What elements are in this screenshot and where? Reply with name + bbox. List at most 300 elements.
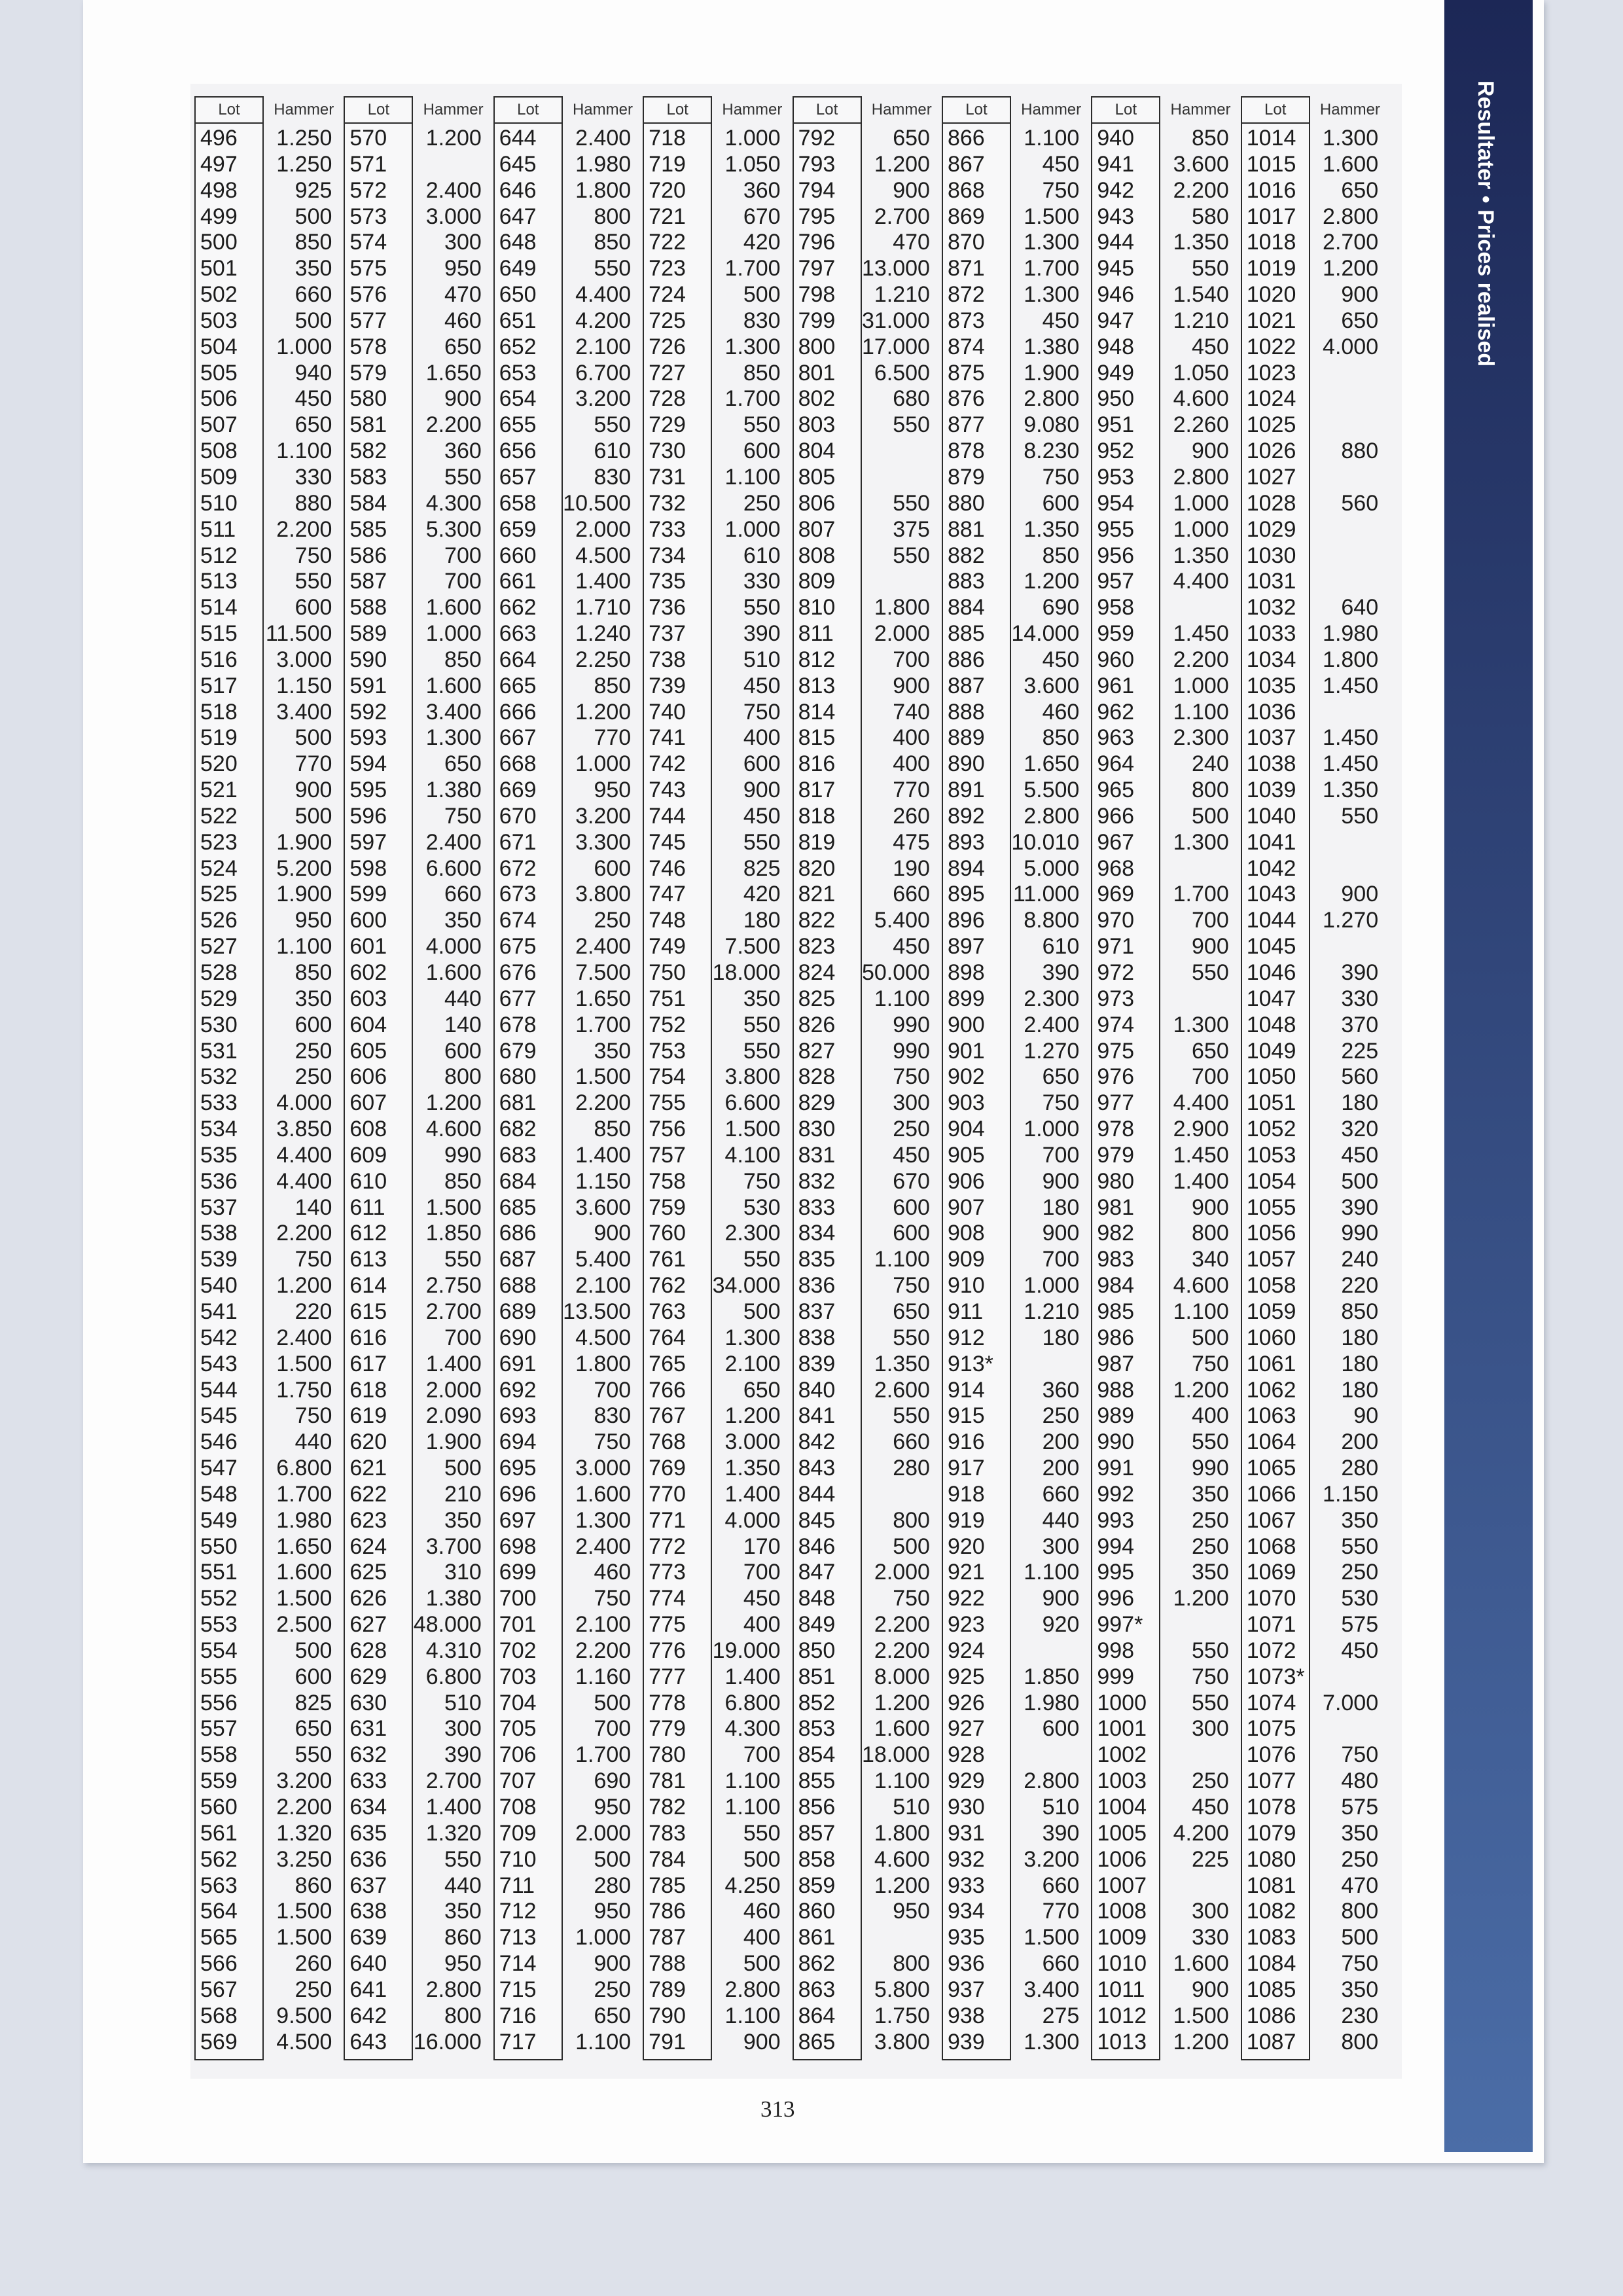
lot-number: 997* — [1097, 1612, 1143, 1638]
lot-number: 1079 — [1246, 1820, 1296, 1846]
hammer-price: 1.000 — [724, 516, 781, 542]
lot-number: 548 — [200, 1481, 238, 1507]
hammer-price: 950 — [444, 256, 482, 281]
hammer-price: 450 — [1341, 1638, 1379, 1663]
hammer-price: 9.080 — [1024, 412, 1080, 438]
lot-number: 941 — [1097, 151, 1135, 177]
lot-number: 656 — [499, 439, 537, 464]
lot-number: 609 — [349, 1142, 387, 1168]
hammer-price: 700 — [1042, 1247, 1080, 1272]
results-table — [194, 96, 1390, 2060]
hammer-price: 4.300 — [724, 1716, 781, 1742]
hammer-price: 550 — [1192, 1638, 1229, 1663]
lot-number: 760 — [649, 1221, 686, 1246]
hammer-price: 2.200 — [575, 1090, 632, 1116]
hammer-price: 750 — [294, 1403, 332, 1429]
lot-number: 924 — [947, 1638, 985, 1663]
lot-number: 608 — [349, 1117, 387, 1142]
lot-number: 858 — [798, 1846, 836, 1872]
lot-number: 834 — [798, 1221, 836, 1246]
lot-number: 680 — [499, 1064, 537, 1090]
hammer-price: 660 — [294, 282, 332, 308]
lot-number: 859 — [798, 1873, 836, 1898]
hammer-price: 14.000 — [1011, 621, 1080, 647]
hammer-price: 550 — [594, 256, 632, 281]
lot-list — [943, 124, 1010, 2055]
hammer-price — [1310, 412, 1390, 439]
hammer-price: 1.200 — [425, 1090, 482, 1116]
lot-number: 1061 — [1246, 1351, 1296, 1376]
hammer-price: 1.800 — [874, 1820, 930, 1846]
lot-number: 1012 — [1097, 2003, 1147, 2028]
hammer-price: 1.380 — [425, 1586, 482, 1611]
hammer-price — [1011, 1742, 1091, 1768]
lot-number: 501 — [200, 256, 238, 281]
hammer-price: 180 — [1341, 1351, 1379, 1376]
lot-number: 821 — [798, 882, 836, 907]
hammer-price: 550 — [893, 1403, 930, 1429]
lot-number: 566 — [200, 1951, 238, 1977]
hammer-price: 880 — [294, 490, 332, 516]
lot-number: 935 — [947, 1925, 985, 1950]
lot-number: 603 — [349, 986, 387, 1011]
hammer-price: 350 — [743, 986, 781, 1011]
lot-number: 849 — [798, 1612, 836, 1638]
hammer-price: 4.200 — [575, 308, 632, 333]
lot-number: 937 — [947, 1977, 985, 2002]
lot-number: 739 — [649, 673, 686, 698]
lot-number: 869 — [947, 204, 985, 229]
hammer-price: 900 — [1042, 1586, 1080, 1611]
lot-number: 998 — [1097, 1638, 1135, 1663]
hammer-price: 700 — [743, 1742, 781, 1768]
hammer-price: 825 — [294, 1690, 332, 1715]
lot-number: 929 — [947, 1768, 985, 1794]
hammer-column — [712, 96, 792, 2060]
hammer-price: 600 — [743, 439, 781, 464]
lot-number: 630 — [349, 1690, 387, 1715]
lot-number: 1077 — [1246, 1768, 1296, 1794]
hammer-price: 700 — [444, 1325, 482, 1350]
lot-number: 972 — [1097, 960, 1135, 985]
lot-number: 715 — [499, 1977, 537, 2002]
lot-number: 1083 — [1246, 1925, 1296, 1950]
hammer-price: 470 — [444, 282, 482, 308]
hammer-price: 830 — [594, 1403, 632, 1429]
hammer-column — [563, 96, 643, 2060]
hammer-price: 600 — [1042, 490, 1080, 516]
hammer-price: 420 — [743, 882, 781, 907]
column-pair-1 — [194, 96, 344, 2060]
hammer-price: 2.000 — [575, 516, 632, 542]
hammer-price: 550 — [1341, 1534, 1379, 1559]
lot-number: 832 — [798, 1168, 836, 1194]
lot-number: 762 — [649, 1273, 686, 1299]
hammer-price: 1.200 — [874, 1690, 930, 1715]
lot-number: 1070 — [1246, 1586, 1296, 1611]
hammer-price: 700 — [1192, 1064, 1229, 1090]
hammer-price: 2.200 — [276, 1795, 332, 1820]
lot-number: 1027 — [1246, 464, 1296, 490]
hammer-price: 510 — [1042, 1795, 1080, 1820]
hammer-price: 7.500 — [575, 960, 632, 985]
hammer-price: 225 — [1192, 1846, 1229, 1872]
lot-number: 852 — [798, 1690, 836, 1715]
lot-number: 668 — [499, 751, 537, 777]
lot-number: 944 — [1097, 230, 1135, 255]
hammer-price: 1.350 — [1024, 516, 1080, 542]
hammer-list — [413, 126, 493, 2055]
lot-number: 960 — [1097, 647, 1135, 672]
hammer-price: 300 — [1192, 1899, 1229, 1924]
lot-number: 791 — [649, 2029, 686, 2054]
hammer-price: 500 — [294, 204, 332, 229]
hammer-price: 990 — [444, 1142, 482, 1168]
hammer-price: 1.400 — [575, 1142, 632, 1168]
lot-number: 504 — [200, 334, 238, 359]
lot-number: 985 — [1097, 1299, 1135, 1324]
lot-number: 1015 — [1246, 151, 1296, 177]
lot-number: 953 — [1097, 464, 1135, 490]
hammer-price: 1.100 — [874, 986, 930, 1011]
hammer-price — [1310, 1664, 1390, 1691]
lot-number: 1062 — [1246, 1377, 1296, 1403]
hammer-price: 550 — [743, 1012, 781, 1037]
lot-number: 586 — [349, 543, 387, 568]
lot-number: 1018 — [1246, 230, 1296, 255]
lot-number: 811 — [798, 621, 834, 647]
lot-number: 515 — [200, 621, 238, 647]
lot-list — [196, 124, 262, 2055]
hammer-price: 460 — [444, 308, 482, 333]
lot-number: 657 — [499, 464, 537, 490]
hammer-price: 610 — [1042, 934, 1080, 960]
lot-number: 553 — [200, 1612, 238, 1638]
hammer-price: 400 — [893, 751, 930, 777]
hammer-price: 2.700 — [1323, 230, 1379, 255]
lot-number: 1047 — [1246, 986, 1296, 1011]
lot-number: 744 — [649, 803, 686, 829]
hammer-column — [264, 96, 344, 2060]
lot-number: 1038 — [1246, 751, 1296, 777]
hammer-price: 3.250 — [276, 1846, 332, 1872]
hammer-price: 650 — [1341, 308, 1379, 333]
lot-number: 572 — [349, 177, 387, 203]
lot-number: 600 — [349, 908, 387, 933]
hammer-price: 460 — [1042, 699, 1080, 725]
lot-number: 1043 — [1246, 882, 1296, 907]
hammer-price: 3.200 — [575, 803, 632, 829]
lot-number: 803 — [798, 412, 836, 438]
lot-number: 622 — [349, 1481, 387, 1507]
hammer-price: 370 — [1341, 1012, 1379, 1037]
hammer-price: 2.200 — [276, 516, 332, 542]
hammer-price: 750 — [594, 1429, 632, 1455]
hammer-price: 1.900 — [276, 882, 332, 907]
lot-number: 886 — [947, 647, 985, 672]
lot-column — [793, 96, 862, 2060]
lot-number: 733 — [649, 516, 686, 542]
column-pair-5 — [793, 96, 942, 2060]
hammer-price: 250 — [1192, 1768, 1229, 1794]
lot-number: 815 — [798, 725, 836, 751]
hammer-price: 750 — [893, 1586, 930, 1611]
lot-number: 1011 — [1097, 1977, 1145, 2002]
hammer-price: 4.250 — [724, 1873, 781, 1898]
lot-number: 901 — [947, 1038, 985, 1064]
lot-number: 571 — [349, 151, 387, 177]
lot-number: 970 — [1097, 908, 1135, 933]
hammer-price: 220 — [1341, 1273, 1379, 1299]
hammer-price: 1.150 — [1323, 1481, 1379, 1507]
hammer-price: 1.600 — [575, 1481, 632, 1507]
hammer-price: 2.700 — [425, 1299, 482, 1324]
hammer-price: 1.650 — [1024, 751, 1080, 777]
hammer-price: 750 — [893, 1273, 930, 1299]
lot-number: 678 — [499, 1012, 537, 1037]
hammer-price: 330 — [743, 569, 781, 594]
hammer-price: 17.000 — [861, 334, 930, 359]
hammer-price: 950 — [294, 908, 332, 933]
hammer-price: 660 — [444, 882, 482, 907]
hammer-price: 850 — [743, 360, 781, 386]
lot-number: 1044 — [1246, 908, 1296, 933]
hammer-price: 2.200 — [276, 1221, 332, 1246]
hammer-price: 2.900 — [1173, 1117, 1229, 1142]
lot-number: 519 — [200, 725, 238, 751]
lot-number: 951 — [1097, 412, 1135, 438]
hammer-price: 2.700 — [874, 204, 930, 229]
hammer-price: 1.980 — [276, 1507, 332, 1533]
hammer-price: 900 — [444, 386, 482, 412]
hammer-price: 800 — [594, 204, 632, 229]
lot-number: 583 — [349, 464, 387, 490]
lot-number: 831 — [798, 1142, 836, 1168]
lot-number: 841 — [798, 1403, 836, 1429]
hammer-price: 240 — [1341, 1247, 1379, 1272]
hammer-price: 600 — [893, 1194, 930, 1220]
lot-number: 561 — [200, 1820, 238, 1846]
lot-number: 749 — [649, 934, 686, 960]
hammer-price: 650 — [594, 2003, 632, 2028]
hammer-price: 260 — [294, 1951, 332, 1977]
hammer-price: 3.400 — [1024, 1977, 1080, 2002]
lot-number: 1068 — [1246, 1534, 1296, 1559]
hammer-price: 460 — [743, 1899, 781, 1924]
lot-number: 666 — [499, 699, 537, 725]
hammer-price: 1.320 — [425, 1820, 482, 1846]
lot-number: 934 — [947, 1899, 985, 1924]
hammer-price: 1.250 — [276, 151, 332, 177]
lot-number: 631 — [349, 1716, 387, 1742]
hammer-price: 390 — [743, 621, 781, 647]
hammer-price: 350 — [1341, 1977, 1379, 2002]
lot-number: 895 — [947, 882, 985, 907]
hammer-price: 2.800 — [724, 1977, 781, 2002]
hammer-price: 2.100 — [575, 1273, 632, 1299]
lot-number: 735 — [649, 569, 686, 594]
lot-number: 1035 — [1246, 673, 1296, 698]
hammer-price: 440 — [294, 1429, 332, 1455]
lot-number: 764 — [649, 1325, 686, 1350]
hammer-price: 3.000 — [276, 647, 332, 672]
hammer-price: 750 — [743, 1168, 781, 1194]
lot-number: 617 — [349, 1351, 387, 1376]
lot-number: 931 — [947, 1820, 985, 1846]
hammer-price: 770 — [1042, 1899, 1080, 1924]
lot-number: 589 — [349, 621, 387, 647]
lot-number: 638 — [349, 1899, 387, 1924]
hammer-price: 16.000 — [413, 2029, 482, 2054]
lot-number: 987 — [1097, 1351, 1135, 1376]
lot-number: 847 — [798, 1560, 836, 1585]
lot-number: 766 — [649, 1377, 686, 1403]
hammer-price: 1.450 — [1323, 673, 1379, 698]
hammer-price: 4.500 — [575, 1325, 632, 1350]
hammer-price: 2.400 — [575, 126, 632, 151]
column-pair-4 — [643, 96, 792, 2060]
lot-number: 1064 — [1246, 1429, 1296, 1455]
lot-column — [1241, 96, 1310, 2060]
lot-number: 995 — [1097, 1560, 1135, 1585]
lot-number: 1069 — [1246, 1560, 1296, 1585]
hammer-price: 1.210 — [1024, 1299, 1080, 1324]
lot-number: 828 — [798, 1064, 836, 1090]
lot-number: 917 — [947, 1456, 985, 1481]
hammer-price: 500 — [594, 1690, 632, 1715]
hammer-header: Hammer — [871, 101, 932, 118]
hammer-price: 2.200 — [1173, 177, 1229, 203]
hammer-price: 280 — [594, 1873, 632, 1898]
lot-number: 694 — [499, 1429, 537, 1455]
hammer-price: 300 — [1192, 1716, 1229, 1742]
lot-column — [194, 96, 264, 2060]
lot-number: 499 — [200, 204, 238, 229]
lot-number: 537 — [200, 1194, 238, 1220]
lot-number: 1087 — [1246, 2029, 1296, 2054]
lot-number: 1008 — [1097, 1899, 1147, 1924]
lot-number: 623 — [349, 1507, 387, 1533]
hammer-price: 1.350 — [724, 1456, 781, 1481]
lot-number: 511 — [200, 516, 236, 542]
hammer-price: 1.200 — [1173, 2029, 1229, 2054]
lot-number: 636 — [349, 1846, 387, 1872]
lot-number: 1014 — [1246, 126, 1296, 151]
lot-number: 1010 — [1097, 1951, 1147, 1977]
hammer-list — [1310, 126, 1390, 2055]
lot-number: 769 — [649, 1456, 686, 1481]
lot-number: 506 — [200, 386, 238, 412]
hammer-price: 575 — [1341, 1795, 1379, 1820]
lot-number: 652 — [499, 334, 537, 359]
hammer-price: 880 — [1341, 439, 1379, 464]
lot-number: 1050 — [1246, 1064, 1296, 1090]
hammer-price: 3.400 — [276, 699, 332, 725]
lot-number: 549 — [200, 1507, 238, 1533]
lot-number: 914 — [947, 1377, 985, 1403]
hammer-price: 11.500 — [265, 621, 332, 647]
lot-number: 930 — [947, 1795, 985, 1820]
lot-number: 1057 — [1246, 1247, 1296, 1272]
hammer-price: 750 — [594, 1586, 632, 1611]
lot-number: 684 — [499, 1168, 537, 1194]
hammer-price: 900 — [893, 177, 930, 203]
hammer-price: 2.400 — [276, 1325, 332, 1350]
hammer-price: 925 — [294, 177, 332, 203]
lot-number: 947 — [1097, 308, 1135, 333]
lot-number: 767 — [649, 1403, 686, 1429]
lot-number: 517 — [200, 673, 238, 698]
lot-number: 709 — [499, 1820, 537, 1846]
hammer-price: 700 — [594, 1716, 632, 1742]
lot-number: 889 — [947, 725, 985, 751]
lot-number: 1032 — [1246, 595, 1296, 620]
hammer-price: 2.300 — [1024, 986, 1080, 1011]
lot-number: 921 — [947, 1560, 985, 1585]
lot-list — [345, 124, 412, 2055]
hammer-price: 7.000 — [1323, 1690, 1379, 1715]
hammer-price: 700 — [743, 1560, 781, 1585]
hammer-price: 690 — [594, 1768, 632, 1794]
hammer-price: 500 — [294, 803, 332, 829]
hammer-price: 550 — [743, 412, 781, 438]
hammer-price: 34.000 — [712, 1273, 781, 1299]
lot-number: 543 — [200, 1351, 238, 1376]
lot-number: 809 — [798, 569, 836, 594]
lot-number: 721 — [649, 204, 686, 229]
hammer-price: 640 — [1341, 595, 1379, 620]
hammer-price: 660 — [893, 1429, 930, 1455]
hammer-price: 750 — [1042, 177, 1080, 203]
lot-number: 575 — [349, 256, 387, 281]
lot-number: 602 — [349, 960, 387, 985]
hammer-price — [1160, 1873, 1240, 1899]
hammer-price: 660 — [1042, 1951, 1080, 1977]
lot-number: 867 — [947, 151, 985, 177]
lot-number: 730 — [649, 439, 686, 464]
hammer-price: 350 — [444, 1899, 482, 1924]
hammer-price: 990 — [1341, 1221, 1379, 1246]
lot-number: 732 — [649, 490, 686, 516]
lot-number: 949 — [1097, 360, 1135, 386]
lot-number: 1024 — [1246, 386, 1296, 412]
hammer-price: 1.300 — [724, 1325, 781, 1350]
hammer-price: 5.500 — [1024, 778, 1080, 803]
lot-number: 926 — [947, 1690, 985, 1715]
hammer-price — [1160, 856, 1240, 882]
lot-number: 799 — [798, 308, 836, 333]
lot-number: 640 — [349, 1951, 387, 1977]
lot-header: Lot — [196, 98, 262, 124]
lot-number: 872 — [947, 282, 985, 308]
lot-number: 659 — [499, 516, 537, 542]
hammer-price — [1160, 1742, 1240, 1768]
lot-number: 795 — [798, 204, 836, 229]
hammer-price: 2.700 — [425, 1768, 482, 1794]
lot-number: 1016 — [1246, 177, 1296, 203]
lot-number: 588 — [349, 595, 387, 620]
hammer-price: 280 — [893, 1456, 930, 1481]
hammer-price: 225 — [1341, 1038, 1379, 1064]
hammer-price: 700 — [1042, 1142, 1080, 1168]
hammer-price: 700 — [594, 1377, 632, 1403]
hammer-price: 3.200 — [575, 386, 632, 412]
lot-number: 726 — [649, 334, 686, 359]
lot-number: 830 — [798, 1117, 836, 1142]
lot-number: 648 — [499, 230, 537, 255]
hammer-price: 390 — [1042, 960, 1080, 985]
lot-number: 520 — [200, 751, 238, 777]
